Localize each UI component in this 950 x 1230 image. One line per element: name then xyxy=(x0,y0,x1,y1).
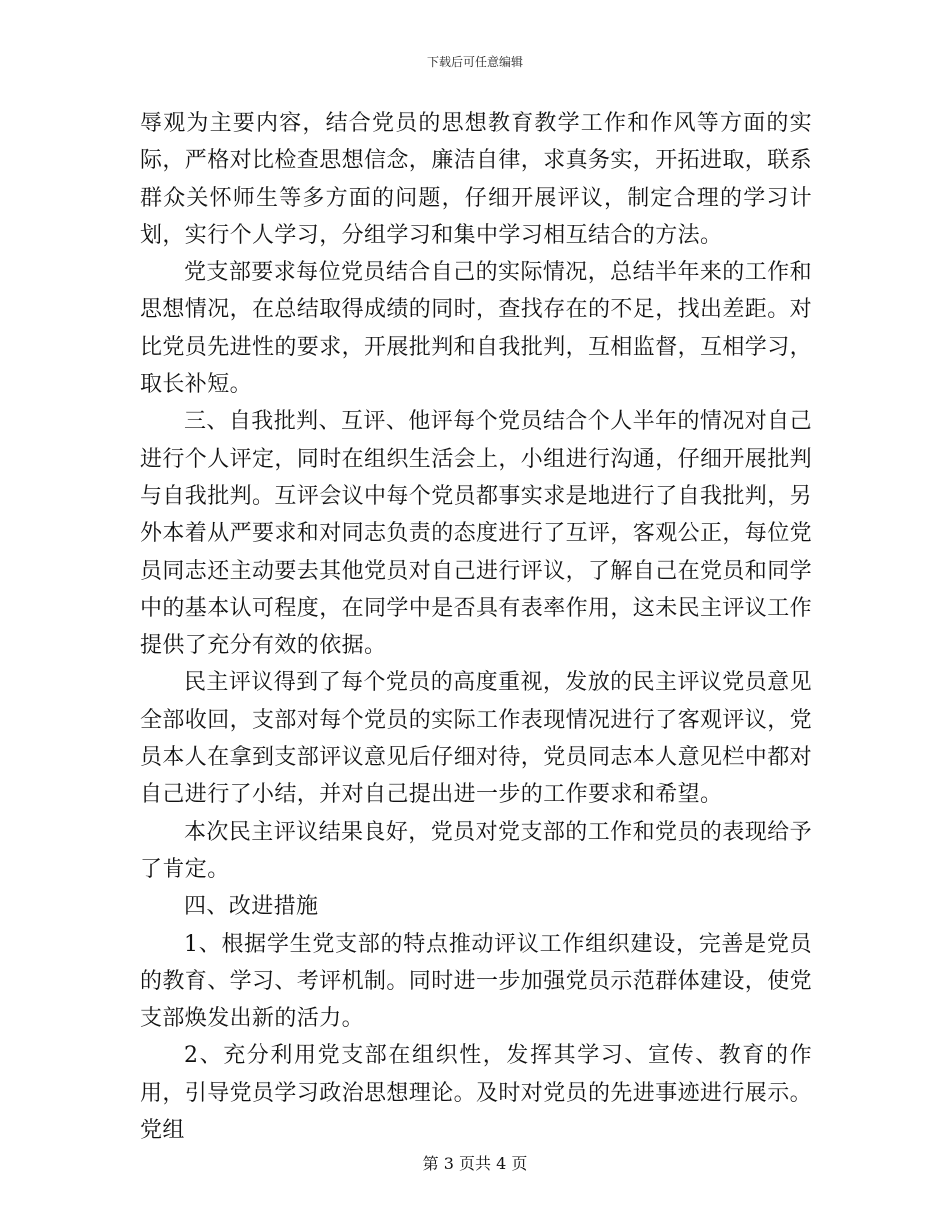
paragraph-measure-2: 2、充分利用党支部在组织性，发挥其学习、宣传、教育的作用，引导党员学习政治思想理论。及时对党员的先进事迹进行展示。党组 xyxy=(140,1043,813,1144)
paragraph-self-review: 党支部要求每位党员结合自己的实际情况，总结半年来的工作和思想情况，在总结取得成绩的同时，查找存在的不足，找出差距。对比党员先进性的要求，开展批判和自我批判，互相监督，互相学习，取长补短。 xyxy=(140,260,813,398)
page-number: 第 3 页共 4 页 xyxy=(422,1154,528,1173)
page-header-note: 下载后可任意编辑 xyxy=(426,55,523,69)
paragraph-section-three: 三、自我批判、互评、他评每个党员结合个人半年的情况对自己进行个人评定，同时在组织生活会上，小组进行沟通，仔细开展批判与自我批判。互评会议中每个党员都事实求是地进行了自我批判，另外本着从严要求和对同志负责的态度进行了互评，客观公正，每位党员同志还主动要去其他党员对自己进行评议，了解自己在党员和同学中的基本认可程度，在同学中是否具有表率作用，这未民主评议工作提供了充分有效的依据。 xyxy=(140,409,813,659)
paragraph-measure-1: 1、根据学生党支部的特点推动评议工作组织建设，完善是党员的教育、学习、考评机制。同时进一步加强党员示范群体建设，使党支部焕发出新的活力。 xyxy=(140,931,813,1032)
document-body xyxy=(140,105,812,1149)
paragraph-continuation: 辱观为主要内容，结合党员的思想教育教学工作和作风等方面的实际，严格对比检查思想信念，廉洁自律，求真务实，开拓进取，联系群众关怀师生等多方面的问题，仔细开展评议，制定合理的学习计划，实行个人学习，分组学习和集中学习相互结合的方法。 xyxy=(140,111,813,248)
paragraph-review-result: 本次民主评议结果良好，党员对党支部的工作和党员的表现给予了肯定。 xyxy=(140,819,812,882)
paragraph-democratic-review: 民主评议得到了每个党员的高度重视，发放的民主评议党员意见全部收回，支部对每个党员的实际工作表现情况进行了客观评议，党员本人在拿到支部评议意见后仔细对待，党员同志本人意见栏中都对自己进行了小结，并对自己提出进一步的工作要求和希望。 xyxy=(140,670,813,808)
section-heading-four: 四、改进措施 xyxy=(184,894,319,920)
